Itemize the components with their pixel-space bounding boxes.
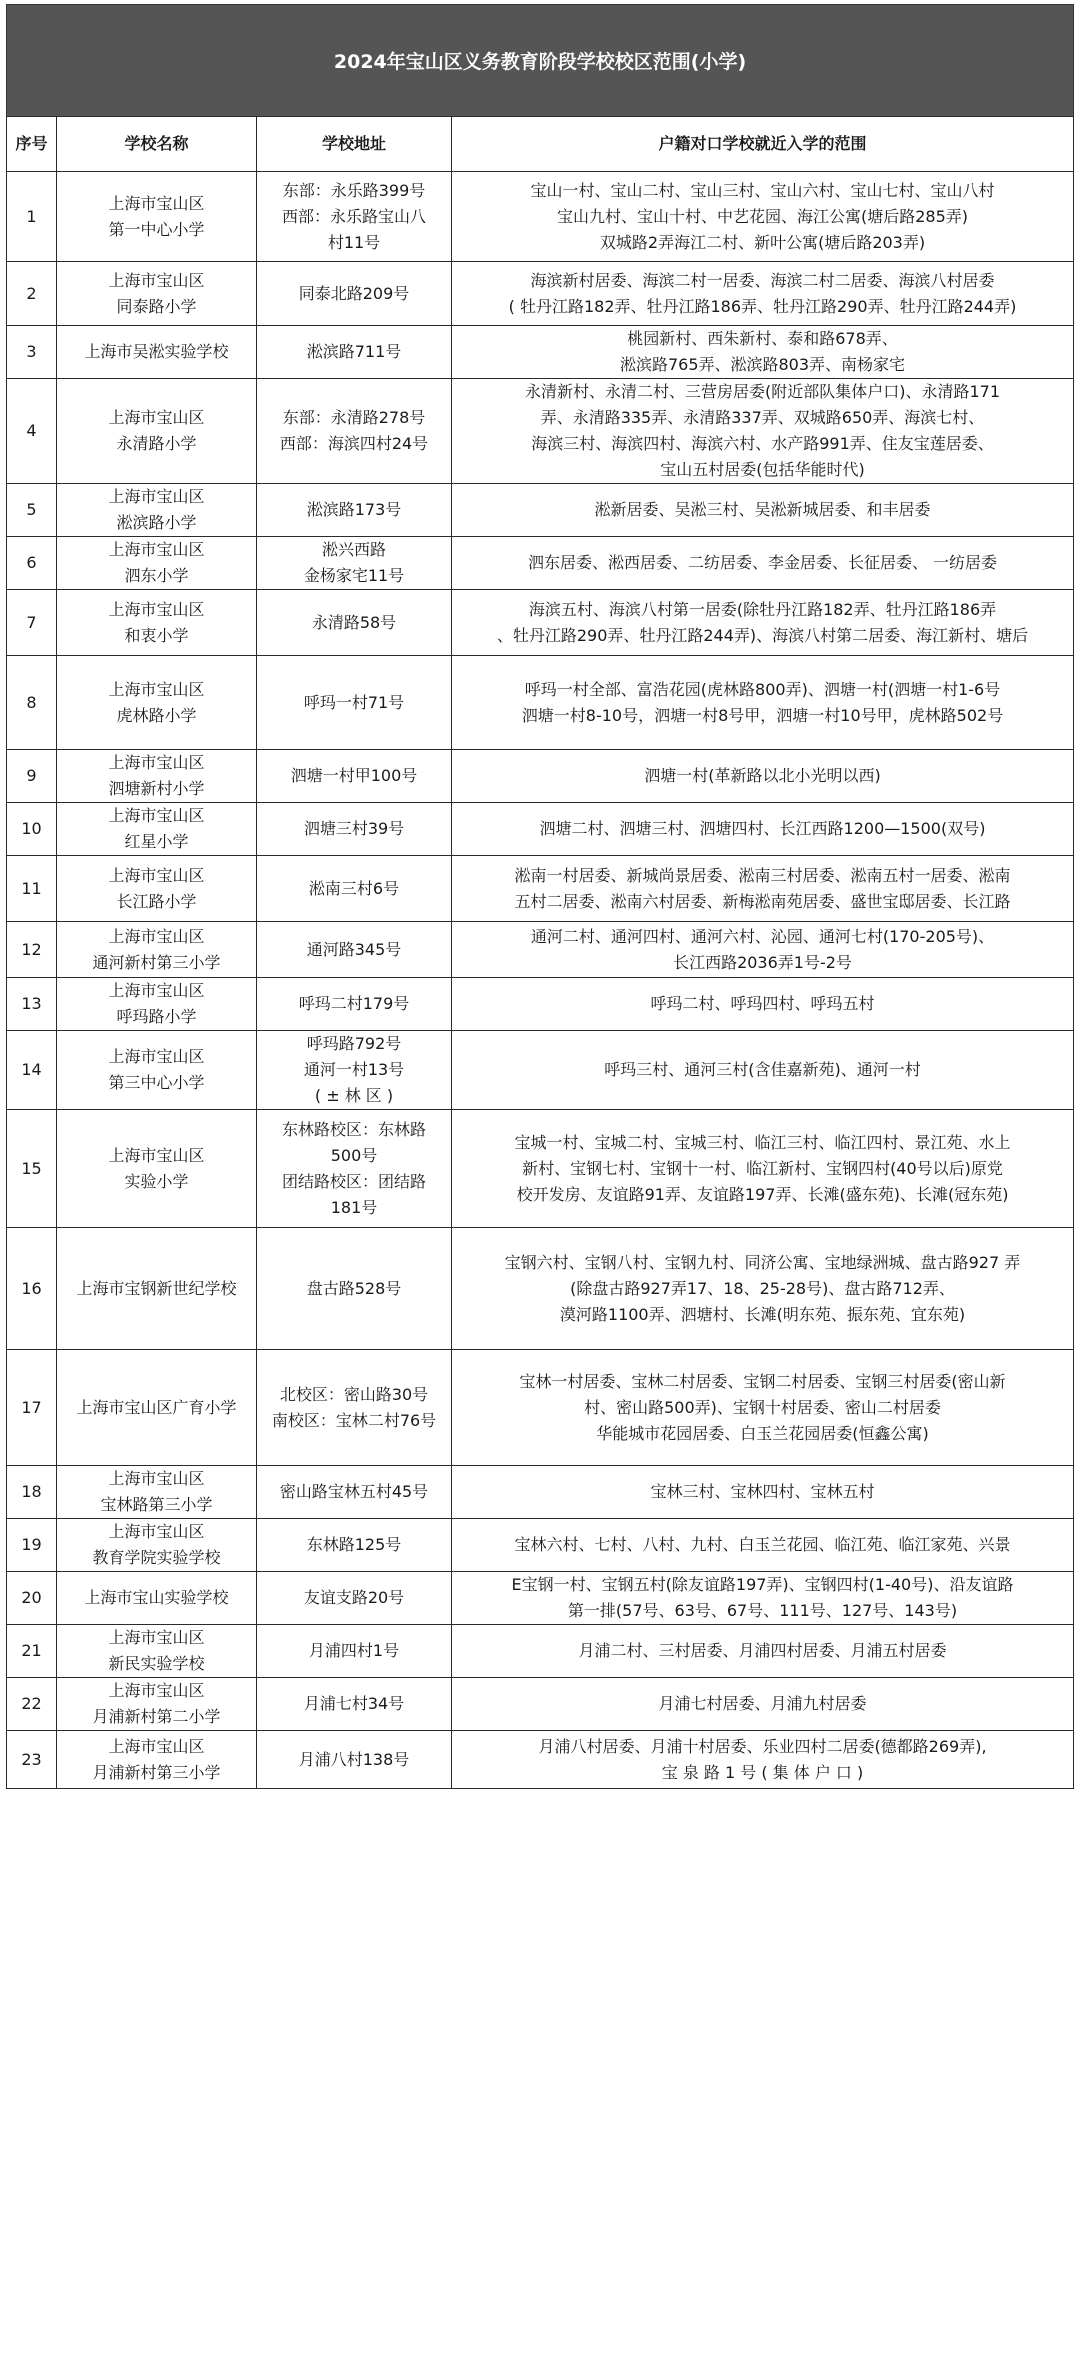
table-row bbox=[7, 1731, 1074, 1789]
school-address bbox=[257, 750, 452, 803]
school-address bbox=[257, 1110, 452, 1228]
school-name bbox=[57, 856, 257, 922]
enrollment-scope-line: 宝山九村、宝山十村、中艺花园、海江公寓(塘后路285弄) bbox=[556, 206, 969, 226]
school-address-line: 永清路58号 bbox=[311, 612, 397, 632]
school-name-line: 上海市宝山实验学校 bbox=[84, 1588, 229, 1607]
table-row bbox=[7, 1625, 1074, 1678]
school-address bbox=[257, 1466, 452, 1519]
row-number-line: 20 bbox=[21, 1588, 42, 1607]
enrollment-scope-line: 月浦二村、三村居委、月浦四村居委、月浦五村居委 bbox=[578, 1641, 947, 1660]
school-address bbox=[257, 326, 452, 379]
school-address-line: 东林路125号 bbox=[306, 1535, 402, 1554]
school-address-line: 月浦七村34号 bbox=[303, 1694, 405, 1713]
school-name bbox=[57, 922, 257, 978]
row-number-line: 14 bbox=[21, 1060, 42, 1079]
school-address bbox=[257, 856, 452, 922]
school-name-line: 第三中心小学 bbox=[108, 1073, 205, 1092]
row-number bbox=[7, 1625, 57, 1678]
enrollment-scope bbox=[452, 262, 1074, 326]
school-name bbox=[57, 1625, 257, 1678]
table-row bbox=[7, 326, 1074, 379]
row-number bbox=[7, 1731, 57, 1789]
school-address bbox=[257, 590, 452, 656]
header-no: 序号 bbox=[7, 117, 57, 172]
enrollment-scope bbox=[452, 1625, 1074, 1678]
school-name-line: 上海市宝山区 bbox=[108, 540, 205, 559]
row-number-line: 8 bbox=[26, 692, 37, 712]
school-name-line: 上海市宝山区 bbox=[108, 270, 205, 290]
enrollment-scope-line: 海滨五村、海滨八村第一居委(除牡丹江路182弄、牡丹江路186弄 bbox=[528, 599, 997, 619]
school-district-table bbox=[6, 116, 1074, 1789]
row-number bbox=[7, 537, 57, 590]
table-row bbox=[7, 172, 1074, 262]
enrollment-scope-line: 泗东居委、淞西居委、二纺居委、李金居委、长征居委、 一纺居委 bbox=[527, 553, 998, 572]
school-address-line: 泗塘三村39号 bbox=[303, 819, 405, 838]
school-name bbox=[57, 172, 257, 262]
school-address-line: 盘古路528号 bbox=[306, 1278, 402, 1298]
row-number-line: 16 bbox=[21, 1278, 42, 1298]
school-address bbox=[257, 1572, 452, 1625]
school-address bbox=[257, 537, 452, 590]
row-number-line: 6 bbox=[26, 553, 37, 572]
school-address-line: 东部：永乐路399号 bbox=[282, 180, 426, 200]
school-address-line: 南校区：宝林二村76号 bbox=[271, 1410, 437, 1430]
row-number-line: 2 bbox=[26, 283, 37, 303]
enrollment-scope-line: E宝钢一村、宝钢五村(除友谊路197弄)、宝钢四村(1-40号)、沿友谊路 bbox=[511, 1575, 1014, 1594]
enrollment-scope-line: 呼玛一村全部、富浩花园(虎林路800弄)、泗塘一村(泗塘一村1-6号 bbox=[524, 679, 1001, 699]
school-name bbox=[57, 262, 257, 326]
school-name-line: 上海市宝山区 bbox=[108, 193, 205, 213]
enrollment-scope-line: 宝山一村、宝山二村、宝山三村、宝山六村、宝山七村、宝山八村 bbox=[530, 180, 995, 200]
school-address-line: 淞南三村6号 bbox=[308, 878, 400, 898]
table-row bbox=[7, 1350, 1074, 1466]
row-number-line: 10 bbox=[21, 819, 42, 838]
school-address-line: 月浦四村1号 bbox=[308, 1641, 400, 1660]
enrollment-scope-line: 永清新村、永清二村、三营房居委(附近部队集体户口)、永清路171 bbox=[524, 382, 1001, 401]
table-row bbox=[7, 922, 1074, 978]
enrollment-scope-line: 宝林三村、宝林四村、宝林五村 bbox=[650, 1482, 875, 1501]
school-name bbox=[57, 1228, 257, 1350]
school-address bbox=[257, 1519, 452, 1572]
school-name-line: 上海市宝山区 bbox=[108, 1145, 205, 1165]
school-name bbox=[57, 1031, 257, 1110]
enrollment-scope bbox=[452, 379, 1074, 484]
school-address-line: 东部：永清路278号 bbox=[282, 408, 426, 427]
school-address-line: 东林路校区：东林路 bbox=[281, 1119, 426, 1139]
table-row bbox=[7, 1110, 1074, 1228]
school-name-line: 上海市宝钢新世纪学校 bbox=[76, 1278, 237, 1298]
school-name-line: 上海市宝山区 bbox=[108, 806, 205, 825]
school-name-line: 宝林路第三小学 bbox=[100, 1495, 213, 1514]
row-number bbox=[7, 856, 57, 922]
enrollment-scope-line: 月浦七村居委、月浦九村居委 bbox=[658, 1694, 867, 1713]
school-name-line: 上海市宝山区 bbox=[108, 1628, 205, 1647]
enrollment-scope-line: 村、密山路500弄)、宝钢十村居委、密山二村居委 bbox=[584, 1397, 941, 1417]
school-name-line: 教育学院实验学校 bbox=[92, 1548, 221, 1567]
row-number-line: 19 bbox=[21, 1535, 42, 1554]
enrollment-scope bbox=[452, 1731, 1074, 1789]
school-address bbox=[257, 656, 452, 750]
table-body bbox=[7, 172, 1074, 1789]
school-name bbox=[57, 537, 257, 590]
school-name bbox=[57, 1519, 257, 1572]
school-address-line: 淞滨路711号 bbox=[306, 342, 402, 361]
header-school-name: 学校名称 bbox=[57, 117, 257, 172]
school-name-line: 长江路小学 bbox=[116, 891, 197, 911]
row-number-line: 21 bbox=[21, 1641, 42, 1660]
enrollment-scope-line: 泗塘一村8-10号，泗塘一村8号甲，泗塘一村10号甲，虎林路502号 bbox=[521, 705, 1004, 725]
enrollment-scope bbox=[452, 1031, 1074, 1110]
school-address bbox=[257, 922, 452, 978]
school-address-line: 同泰北路209号 bbox=[298, 283, 410, 303]
enrollment-scope-line: 新村、宝钢七村、宝钢十一村、临江新村、宝钢四村(40号以后)原党 bbox=[522, 1158, 1003, 1178]
table-row bbox=[7, 1678, 1074, 1731]
row-number-line: 1 bbox=[26, 206, 37, 226]
enrollment-scope bbox=[452, 590, 1074, 656]
table-row bbox=[7, 379, 1074, 484]
enrollment-scope-line: 通河二村、通河四村、通河六村、沁园、通河七村(170-205号)、 bbox=[530, 926, 995, 946]
enrollment-scope bbox=[452, 978, 1074, 1031]
school-address-line: 淞滨路173号 bbox=[306, 500, 402, 519]
table-row bbox=[7, 1466, 1074, 1519]
row-number-line: 11 bbox=[21, 878, 42, 898]
school-name-line: 实验小学 bbox=[124, 1171, 189, 1191]
school-name bbox=[57, 1572, 257, 1625]
enrollment-scope-line: ( 牡丹江路182弄、牡丹江路186弄、牡丹江路290弄、牡丹江路244弄) bbox=[508, 296, 1017, 316]
school-address bbox=[257, 262, 452, 326]
enrollment-scope-line: 桃园新村、西朱新村、泰和路678弄、 bbox=[627, 329, 898, 348]
school-address-line: 月浦八村138号 bbox=[298, 1749, 410, 1769]
row-number bbox=[7, 750, 57, 803]
table-row bbox=[7, 537, 1074, 590]
enrollment-scope bbox=[452, 856, 1074, 922]
school-address-line: 通河路345号 bbox=[306, 939, 402, 959]
school-address-line: 181号 bbox=[330, 1197, 378, 1217]
row-number bbox=[7, 922, 57, 978]
row-number-line: 13 bbox=[21, 994, 42, 1013]
row-number bbox=[7, 590, 57, 656]
school-name-line: 上海市宝山区 bbox=[108, 926, 205, 946]
row-number-line: 18 bbox=[21, 1482, 42, 1501]
school-name-line: 上海市宝山区 bbox=[108, 981, 205, 1000]
school-name-line: 上海市宝山区 bbox=[108, 1681, 205, 1700]
row-number-line: 17 bbox=[21, 1397, 42, 1417]
school-name-line: 上海市宝山区 bbox=[108, 865, 205, 885]
school-address-line: 通河一村13号 bbox=[303, 1060, 405, 1079]
header-address: 学校地址 bbox=[257, 117, 452, 172]
school-name bbox=[57, 1678, 257, 1731]
row-number bbox=[7, 262, 57, 326]
school-address bbox=[257, 803, 452, 856]
table-row bbox=[7, 856, 1074, 922]
enrollment-scope bbox=[452, 484, 1074, 537]
school-name-line: 通河新村第三小学 bbox=[92, 952, 221, 972]
row-number-line: 22 bbox=[21, 1694, 42, 1713]
school-address-line: 淞兴西路 bbox=[321, 540, 386, 559]
enrollment-scope-line: 宝林六村、七村、八村、九村、白玉兰花园、临江苑、临江家苑、兴景 bbox=[514, 1535, 1011, 1554]
enrollment-scope-line: 宝城一村、宝城二村、宝城三村、临江三村、临江四村、景江苑、水上 bbox=[514, 1132, 1011, 1152]
enrollment-scope-line: 五村二居委、淞南六村居委、新梅淞南苑居委、盛世宝邸居委、长江路 bbox=[514, 891, 1011, 911]
school-name-line: 上海市吴淞实验学校 bbox=[84, 342, 229, 361]
row-number-line: 3 bbox=[26, 342, 37, 361]
row-number bbox=[7, 379, 57, 484]
school-name-line: 第一中心小学 bbox=[108, 219, 205, 239]
enrollment-scope bbox=[452, 803, 1074, 856]
school-name bbox=[57, 1466, 257, 1519]
enrollment-scope-line: 泗塘一村(革新路以北小光明以西) bbox=[644, 766, 881, 785]
enrollment-scope-line: 月浦八村居委、月浦十村居委、乐业四村二居委(德都路269弄), bbox=[538, 1736, 987, 1756]
row-number bbox=[7, 1110, 57, 1228]
document-title: 2024年宝山区义务教育阶段学校校区范围(小学) bbox=[6, 4, 1074, 116]
enrollment-scope-line: 弄、永清路335弄、永清路337弄、双城路650弄、海滨七村、 bbox=[540, 408, 985, 427]
school-name-line: 泗东小学 bbox=[124, 566, 189, 585]
school-name-line: 泗塘新村小学 bbox=[108, 779, 205, 798]
school-address bbox=[257, 1678, 452, 1731]
enrollment-scope bbox=[452, 537, 1074, 590]
enrollment-scope-line: 漠河路1100弄、泗塘村、长滩(明东苑、振东苑、宜东苑) bbox=[559, 1304, 966, 1324]
school-address-line: 团结路校区：团结路 bbox=[281, 1171, 426, 1191]
school-name-line: 月浦新村第二小学 bbox=[92, 1707, 221, 1726]
enrollment-scope bbox=[452, 1466, 1074, 1519]
enrollment-scope bbox=[452, 750, 1074, 803]
school-address-line: 金杨家宅11号 bbox=[303, 566, 405, 585]
row-number-line: 12 bbox=[21, 939, 42, 959]
school-address-line: 友谊支路20号 bbox=[303, 1588, 405, 1607]
table-row bbox=[7, 1572, 1074, 1625]
row-number bbox=[7, 172, 57, 262]
row-number-line: 4 bbox=[26, 421, 37, 440]
school-address-line: 呼玛路792号 bbox=[306, 1034, 402, 1053]
school-name bbox=[57, 1731, 257, 1789]
row-number bbox=[7, 484, 57, 537]
row-number bbox=[7, 1350, 57, 1466]
school-name-line: 上海市宝山区 bbox=[108, 753, 205, 772]
enrollment-scope bbox=[452, 1678, 1074, 1731]
enrollment-scope bbox=[452, 1110, 1074, 1228]
enrollment-scope bbox=[452, 922, 1074, 978]
enrollment-scope-line: 淞南一村居委、新城尚景居委、淞南三村居委、淞南五村一居委、淞南 bbox=[514, 865, 1011, 885]
table-row bbox=[7, 978, 1074, 1031]
school-name-line: 同泰路小学 bbox=[116, 296, 197, 316]
enrollment-scope bbox=[452, 656, 1074, 750]
school-name-line: 上海市宝山区 bbox=[108, 599, 205, 619]
school-address-line: 密山路宝林五村45号 bbox=[279, 1482, 429, 1501]
school-address bbox=[257, 978, 452, 1031]
school-address bbox=[257, 1350, 452, 1466]
table-row bbox=[7, 656, 1074, 750]
row-number bbox=[7, 978, 57, 1031]
enrollment-scope-line: 华能城市花园居委、白玉兰花园居委(恒鑫公寓) bbox=[596, 1423, 929, 1443]
enrollment-scope-line: 双城路2弄海江二村、新叶公寓(塘后路203弄) bbox=[599, 232, 926, 252]
table-row bbox=[7, 262, 1074, 326]
school-address-line: 西部：永乐路宝山八 bbox=[281, 206, 426, 226]
school-name-line: 永清路小学 bbox=[116, 434, 197, 453]
row-number-line: 23 bbox=[21, 1749, 42, 1769]
school-name-line: 和衷小学 bbox=[124, 625, 189, 645]
row-number bbox=[7, 803, 57, 856]
enrollment-scope-line: 宝 泉 路 1 号 ( 集 体 户 口 ) bbox=[661, 1762, 864, 1782]
row-number bbox=[7, 1519, 57, 1572]
row-number bbox=[7, 326, 57, 379]
school-name bbox=[57, 978, 257, 1031]
school-name bbox=[57, 326, 257, 379]
school-name bbox=[57, 379, 257, 484]
school-name-line: 上海市宝山区 bbox=[108, 408, 205, 427]
school-name bbox=[57, 656, 257, 750]
enrollment-scope-line: 第一排(57号、63号、67号、111号、127号、143号) bbox=[567, 1601, 958, 1620]
row-number bbox=[7, 1678, 57, 1731]
enrollment-scope bbox=[452, 172, 1074, 262]
school-name-line: 上海市宝山区 bbox=[108, 1522, 205, 1541]
enrollment-scope-line: 海滨新村居委、海滨二村一居委、海滨二村二居委、海滨八村居委 bbox=[530, 270, 995, 290]
school-address-line: 北校区：密山路30号 bbox=[279, 1384, 429, 1404]
school-address bbox=[257, 1731, 452, 1789]
table-row bbox=[7, 590, 1074, 656]
school-name bbox=[57, 750, 257, 803]
enrollment-scope-line: 、牡丹江路290弄、牡丹江路244弄)、海滨八村第二居委、海江新村、塘后 bbox=[496, 625, 1029, 645]
school-address-line: 西部：海滨四村24号 bbox=[279, 434, 429, 453]
enrollment-scope-line: 呼玛三村、通河三村(含佳嘉新苑)、通河一村 bbox=[604, 1060, 921, 1079]
school-address-line: 村11号 bbox=[327, 232, 381, 252]
enrollment-scope-line: 呼玛二村、呼玛四村、呼玛五村 bbox=[650, 994, 875, 1013]
school-name bbox=[57, 1110, 257, 1228]
table-row bbox=[7, 1519, 1074, 1572]
enrollment-scope bbox=[452, 1350, 1074, 1466]
school-address bbox=[257, 1625, 452, 1678]
table-row bbox=[7, 484, 1074, 537]
school-name bbox=[57, 803, 257, 856]
table-row bbox=[7, 750, 1074, 803]
school-name bbox=[57, 484, 257, 537]
enrollment-scope-line: 宝林一村居委、宝林二村居委、宝钢二村居委、宝钢三村居委(密山新 bbox=[519, 1371, 1006, 1391]
school-address bbox=[257, 1228, 452, 1350]
school-address bbox=[257, 379, 452, 484]
school-name-line: 淞滨路小学 bbox=[116, 513, 197, 532]
row-number-line: 5 bbox=[26, 500, 37, 519]
school-name-line: 虎林路小学 bbox=[116, 705, 197, 725]
school-address bbox=[257, 172, 452, 262]
school-name bbox=[57, 1350, 257, 1466]
school-name-line: 上海市宝山区 bbox=[108, 1736, 205, 1756]
enrollment-scope-line: 泗塘二村、泗塘三村、泗塘四村、长江西路1200—1500(双号) bbox=[539, 819, 986, 838]
school-name-line: 月浦新村第三小学 bbox=[92, 1762, 221, 1782]
enrollment-scope bbox=[452, 1228, 1074, 1350]
row-number bbox=[7, 656, 57, 750]
row-number bbox=[7, 1228, 57, 1350]
school-name-line: 新民实验学校 bbox=[108, 1654, 205, 1673]
school-address-line: 500号 bbox=[330, 1145, 378, 1165]
enrollment-scope-line: 淞新居委、吴淞三村、吴淞新城居委、和丰居委 bbox=[594, 500, 931, 519]
school-name-line: 上海市宝山区 bbox=[108, 487, 205, 506]
row-number-line: 9 bbox=[26, 766, 37, 785]
table-row bbox=[7, 1031, 1074, 1110]
enrollment-scope-line: 长江西路2036弄1号-2号 bbox=[673, 952, 852, 972]
school-address-line: ( ± 林 区 ) bbox=[314, 1086, 394, 1105]
row-number-line: 15 bbox=[21, 1158, 42, 1178]
enrollment-scope-line: (除盘古路927弄17、18、25-28号)、盘古路712弄、 bbox=[570, 1278, 955, 1298]
table-header-row bbox=[7, 117, 1074, 172]
enrollment-scope-line: 宝钢六村、宝钢八村、宝钢九村、同济公寓、宝地绿洲城、盘古路927 弄 bbox=[504, 1252, 1021, 1272]
school-name-line: 上海市宝山区广育小学 bbox=[76, 1397, 237, 1417]
school-address-line: 泗塘一村甲100号 bbox=[290, 766, 418, 785]
table-row bbox=[7, 1228, 1074, 1350]
row-number bbox=[7, 1031, 57, 1110]
school-name-line: 上海市宝山区 bbox=[108, 679, 205, 699]
enrollment-scope-line: 淞滨路765弄、淞滨路803弄、南杨家宅 bbox=[619, 355, 906, 374]
enrollment-scope-line: 校开发房、友谊路91弄、友谊路197弄、长滩(盛东苑)、长滩(冠东苑) bbox=[516, 1184, 1009, 1204]
row-number bbox=[7, 1466, 57, 1519]
school-name-line: 上海市宝山区 bbox=[108, 1469, 205, 1488]
school-address bbox=[257, 484, 452, 537]
enrollment-scope bbox=[452, 1572, 1074, 1625]
school-name-line: 呼玛路小学 bbox=[116, 1007, 197, 1026]
school-name-line: 上海市宝山区 bbox=[108, 1047, 205, 1066]
enrollment-scope-line: 宝山五村居委(包括华能时代) bbox=[660, 460, 865, 479]
school-address-line: 呼玛二村179号 bbox=[298, 994, 410, 1013]
school-name-line: 红星小学 bbox=[124, 832, 189, 851]
enrollment-scope bbox=[452, 1519, 1074, 1572]
row-number bbox=[7, 1572, 57, 1625]
table-row bbox=[7, 803, 1074, 856]
enrollment-scope bbox=[452, 326, 1074, 379]
row-number-line: 7 bbox=[26, 612, 37, 632]
school-name bbox=[57, 590, 257, 656]
header-scope: 户籍对口学校就近入学的范围 bbox=[452, 117, 1074, 172]
school-address-line: 呼玛一村71号 bbox=[303, 692, 405, 712]
school-address bbox=[257, 1031, 452, 1110]
enrollment-scope-line: 海滨三村、海滨四村、海滨六村、水产路991弄、住友宝莲居委、 bbox=[531, 434, 994, 453]
